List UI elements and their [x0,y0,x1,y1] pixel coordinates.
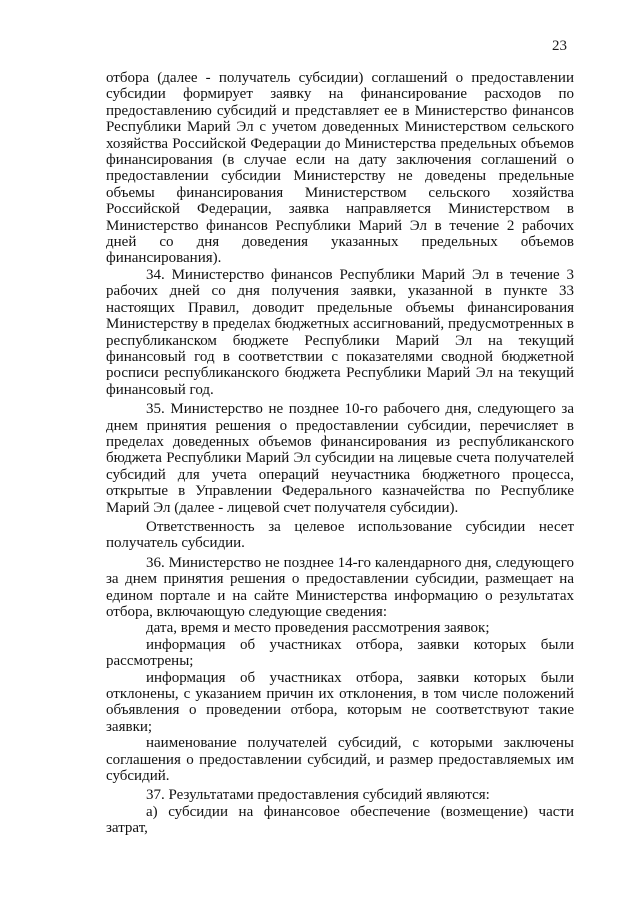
paragraph-34: 34. Министерство финансов Республики Марий Эл в течение 3 рабочих дней со дня получения заявки, указанной в пункте 33 настоящих Правил, доводит предельные объемы финансирования Министерству в пределах бюджетных ассигнований, предусмотренных в республиканском бюджете Республики Марий Эл на текущий финансовый год в соответствии с показателями сводной бюджетной росписи республиканского бюджета Республики Марий Эл на текущий финансовый год. [106,266,574,398]
paragraph-37-item-a: а) субсидии на финансовое обеспечение (возмещение) части затрат, [106,803,574,837]
list-item-participants-rejected: информация об участниках отбора, заявки которых были отклонены, с указанием причин их отклонения, в том числе положений объявления о проведении отбора, которым не соответствуют такие заявки; [106,669,574,735]
paragraph-continuation: отбора (далее - получатель субсидии) соглашений о предоставлении субсидии формирует заявку на финансирование расходов по предоставлению субсидий и представляет ее в Министерство финансов Республики Марий Эл с учетом доведенных Министерством сельского хозяйства Российской Федерации до Министерства предельных объемов финансирования (в случае если на дату заключения соглашений о предоставлении субсидии Министерству не доведены предельные объемы финансирования Министерством сельского хозяйства Российской Федерации, заявка направляется Министерством в Министерство финансов Республики Марий Эл в течение 2 рабочих дней со дня доведения указанных предельных объемов финансирования). [106,70,574,267]
page-number: 23 [552,38,567,54]
paragraph-37: 37. Результатами предоставления субсидий являются: [146,787,490,804]
document-body [106,70,574,837]
paragraph-responsibility: Ответственность за целевое использование субсидии несет получатель субсидии. [106,518,574,552]
paragraph-36: 36. Министерство не позднее 14-го календарного дня, следующего за днем принятия решения о предоставлении субсидии, размещает на едином портале и на сайте Министерства информацию о результатах отбора, включающую следующие сведения: [106,554,574,620]
list-item-recipients: наименование получателей субсидий, с которыми заключены соглашения о предоставлении субсидий, и размер предоставляемых им субсидий. [106,735,574,785]
paragraph-35: 35. Министерство не позднее 10-го рабочего дня, следующего за днем принятия решения о предоставлении субсидии, перечисляет в пределах доведенных объемов финансирования из республиканского бюджета Республики Марий Эл субсидии на лицевые счета получателей субсидий для учета операций неучастника бюджетного процесса, открытые в Управлении Федерального казначейства по Республике Марий Эл (далее - лицевой счет получателя субсидии). [106,401,574,516]
list-item-date-time: дата, время и место проведения рассмотрения заявок; [146,620,490,637]
list-item-participants-reviewed: информация об участниках отбора, заявки которых были рассмотрены; [106,636,574,670]
